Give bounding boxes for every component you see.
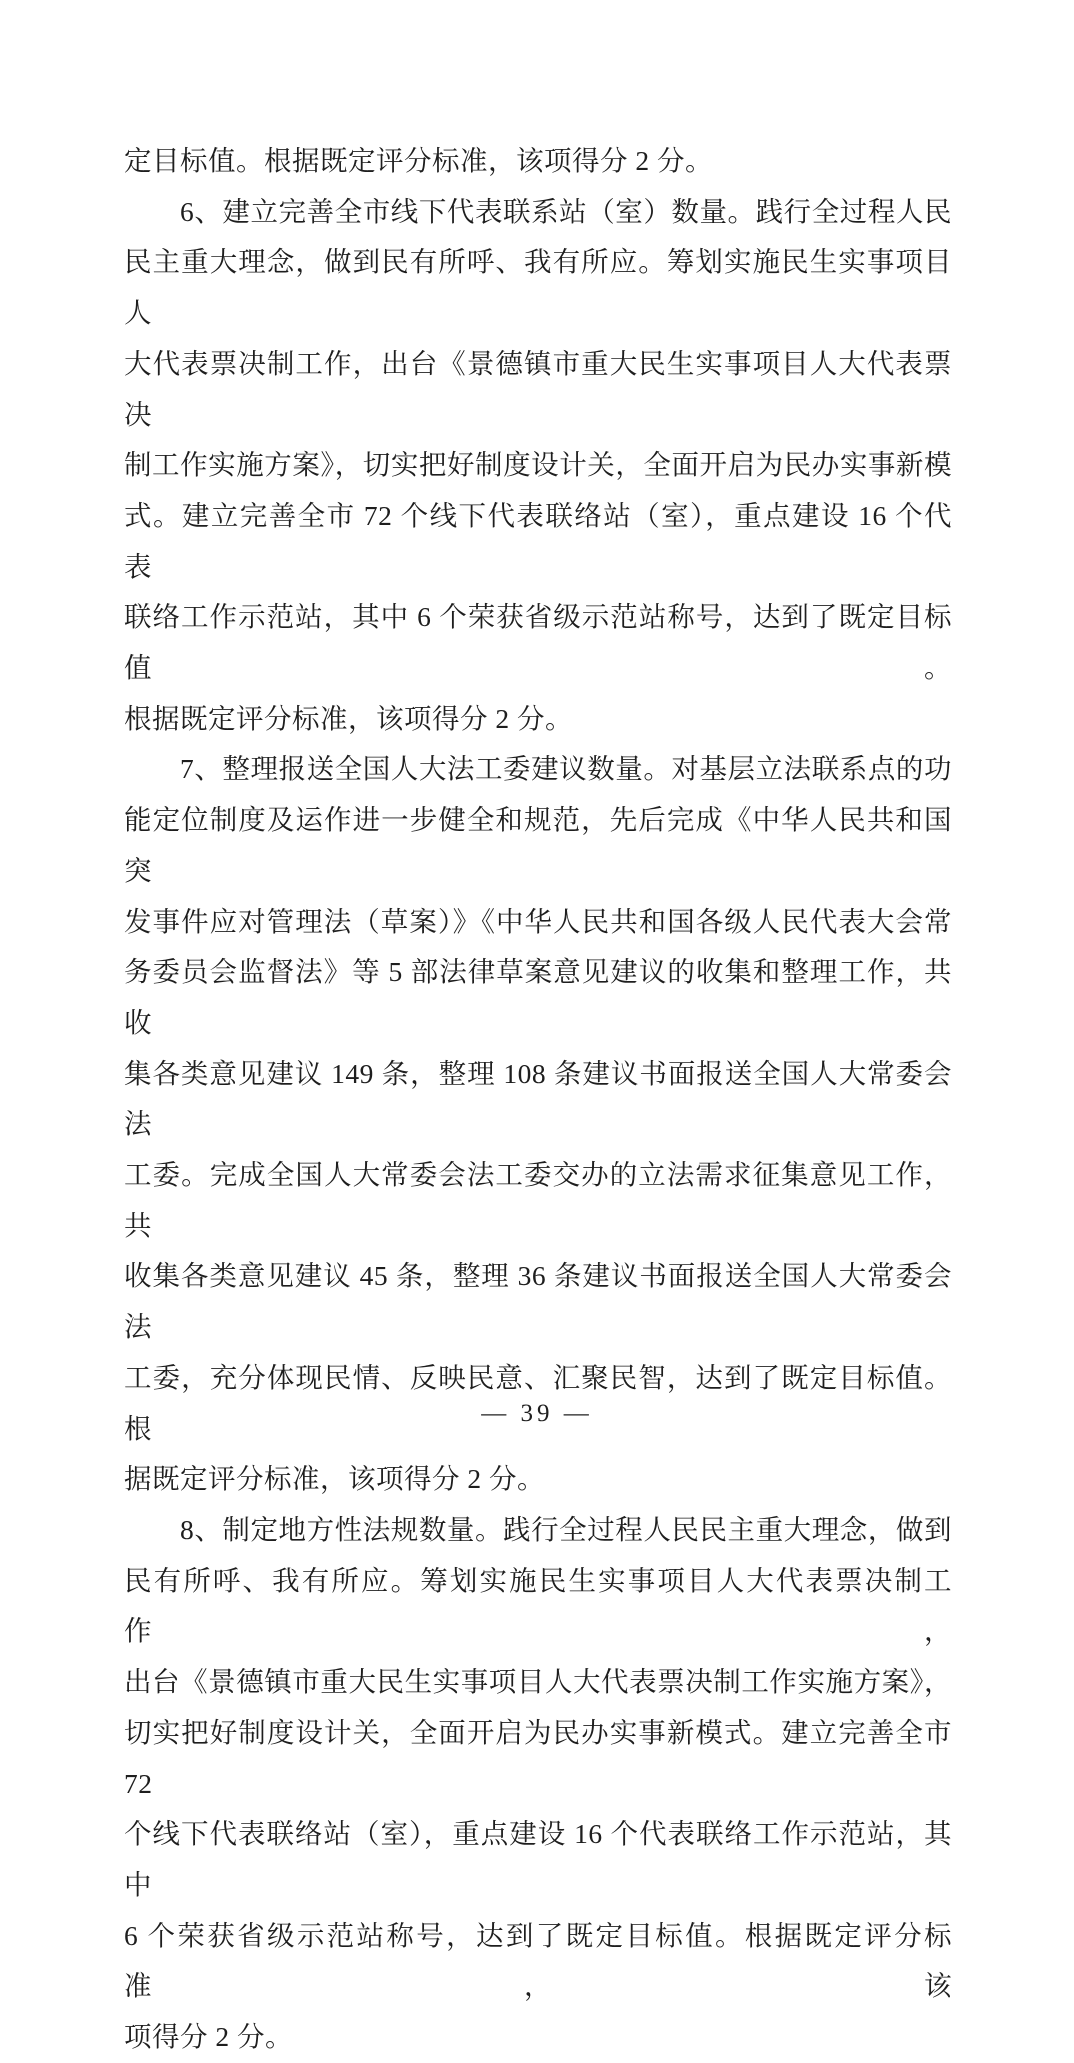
text-line: 据既定评分标准，该项得分 2 分。 xyxy=(124,1463,545,1495)
text-line: 式。建立完善全市 72 个线下代表联络站（室），重点建设 16 个代表 xyxy=(124,499,952,582)
text-line: 6 个荣获省级示范站称号，达到了既定目标值。根据既定评分标准，该 xyxy=(124,1919,952,2002)
text-line: 工委，充分体现民情、反映民意、汇聚民智，达到了既定目标值。根 xyxy=(124,1361,952,1444)
text-line: 集各类意见建议 149 条，整理 108 条建议书面报送全国人大常委会法 xyxy=(124,1057,952,1140)
text-line: 定目标值。根据既定评分标准，该项得分 2 分。 xyxy=(124,145,713,176)
text-line: 工委。完成全国人大常委会法工委交办的立法需求征集意见工作，共 xyxy=(124,1159,952,1241)
paragraph-continuation xyxy=(124,136,952,187)
text-line: 8、制定地方性法规数量。践行全过程人民民主重大理念，做到 xyxy=(180,1513,952,1545)
text-line: 发事件应对管理法（草案）》《中华人民共和国各级人民代表大会常 xyxy=(124,905,952,937)
text-line: 收集各类意见建议 45 条，整理 36 条建议书面报送全国人大常委会法 xyxy=(124,1260,952,1343)
text-line: 大代表票决制工作，出台《景德镇市重大民生实事项目人大代表票决 xyxy=(124,347,952,430)
page-footer xyxy=(0,1400,1074,1428)
text-line: 6、建立完善全市线下代表联系站（室）数量。践行全过程人民 xyxy=(180,195,952,227)
text-line: 项得分 2 分。 xyxy=(124,2021,293,2053)
text-line: 切实把好制度设计关，全面开启为民办实事新模式。建立完善全市 72 xyxy=(124,1716,952,1799)
paragraph-item-7 xyxy=(124,744,952,1505)
text-line: 7、整理报送全国人大法工委建议数量。对基层立法联系点的功 xyxy=(180,753,952,785)
text-line: 制工作实施方案》，切实把好制度设计关，全面开启为民办实事新模 xyxy=(124,449,952,481)
paragraph-item-8 xyxy=(124,1505,952,2063)
text-line: 民有所呼、我有所应。筹划实施民生实事项目人大代表票决制工作， xyxy=(124,1564,952,1647)
paragraph-item-6 xyxy=(124,187,952,745)
page-number: — 39 — xyxy=(481,1400,593,1427)
text-line: 能定位制度及运作进一步健全和规范，先后完成《中华人民共和国突 xyxy=(124,804,952,886)
text-line: 个线下代表联络站（室），重点建设 16 个代表联络工作示范站，其中 xyxy=(124,1818,952,1900)
text-line: 务委员会监督法》等 5 部法律草案意见建议的收集和整理工作，共收 xyxy=(124,956,952,1038)
text-line: 根据既定评分标准，该项得分 2 分。 xyxy=(124,702,573,734)
document-body xyxy=(124,136,952,2063)
text-line: 联络工作示范站，其中 6 个荣获省级示范站称号，达到了既定目标值。 xyxy=(124,601,952,684)
text-line: 出台《景德镇市重大民生实事项目人大代表票决制工作实施方案》， xyxy=(124,1666,952,1698)
text-line: 民主重大理念，做到民有所呼、我有所应。筹划实施民生实事项目人 xyxy=(124,246,952,329)
